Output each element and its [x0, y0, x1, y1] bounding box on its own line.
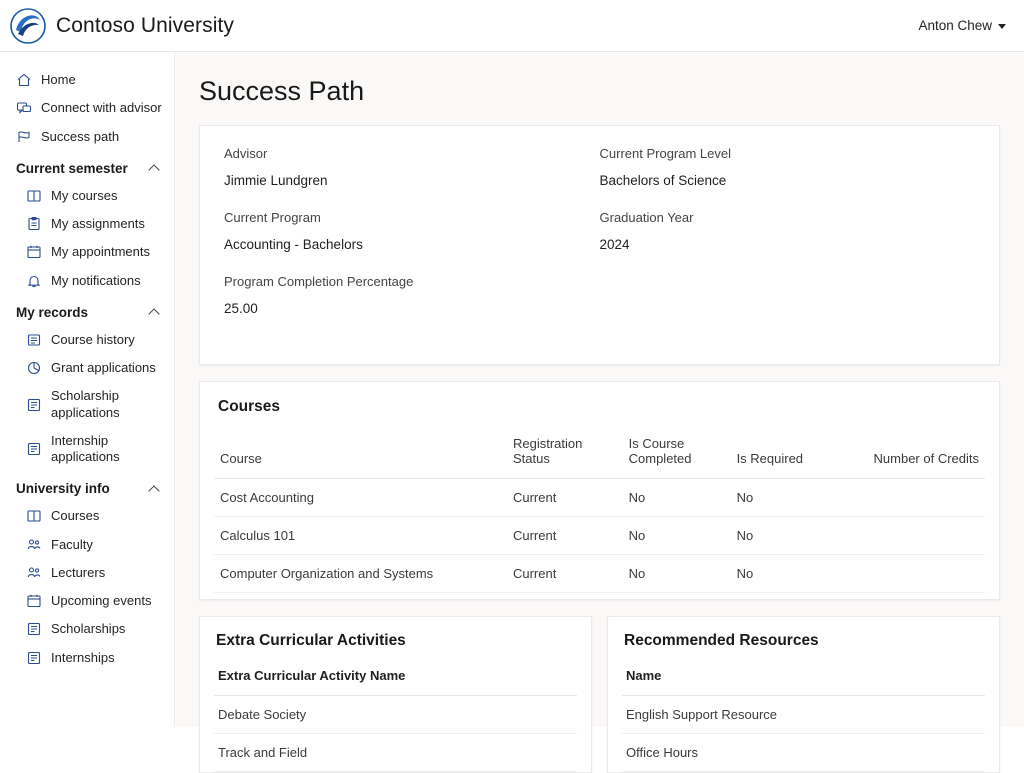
- courses-title: Courses: [218, 398, 281, 415]
- form-icon: [26, 621, 42, 637]
- sidebar: [0, 52, 175, 727]
- home-icon: [16, 72, 32, 88]
- brand-title: Contoso University: [56, 13, 235, 37]
- sidebar-item-label: Home: [41, 72, 76, 87]
- cell-course: Cost Accounting: [214, 479, 507, 517]
- field-graduation-year: [600, 210, 976, 252]
- chevron-up-icon: [150, 484, 160, 494]
- people-icon: [26, 537, 42, 553]
- sidebar-item-label: Scholarships: [51, 621, 126, 637]
- user-name: Anton Chew: [918, 18, 992, 33]
- clipboard-icon: [26, 216, 42, 232]
- column-course[interactable]: Course: [214, 430, 507, 479]
- sidebar-item-internship-applications[interactable]: [0, 427, 174, 472]
- sidebar-group-current-semester[interactable]: [0, 151, 174, 182]
- people-icon: [26, 565, 42, 581]
- cell-course: Calculus 101: [214, 517, 507, 555]
- sidebar-group-label: My records: [16, 304, 89, 320]
- sidebar-group-my-records[interactable]: [0, 295, 174, 326]
- table-row[interactable]: [214, 734, 577, 772]
- recommended-resources-title: Recommended Resources: [624, 632, 819, 649]
- form-icon: [26, 650, 42, 666]
- sidebar-group-label: Current semester: [16, 160, 128, 176]
- table-row[interactable]: [214, 555, 985, 593]
- field-label: Advisor: [224, 146, 268, 161]
- field-value: 25.00: [224, 301, 258, 316]
- history-list-icon: [26, 332, 42, 348]
- column-number-of-credits[interactable]: Number of Credits: [846, 430, 985, 479]
- book-icon: [26, 508, 42, 524]
- field-label: Graduation Year: [599, 210, 694, 225]
- courses-table: [214, 430, 985, 593]
- sidebar-item-label: Course history: [51, 331, 135, 347]
- column-extra-curricular-activity-name[interactable]: Extra Curricular Activity Name: [214, 664, 577, 696]
- sidebar-item-label: My courses: [51, 187, 118, 203]
- courses-card: [199, 381, 1000, 600]
- field-value: 2024: [599, 237, 630, 252]
- sidebar-item-label: Scholarship applications: [51, 388, 120, 420]
- field-label: Current Program Level: [599, 146, 731, 161]
- cell-resource-name: Office Hours: [622, 734, 985, 772]
- sidebar-item-label: Faculty: [51, 536, 93, 552]
- column-is-required[interactable]: Is Required: [731, 430, 847, 479]
- success-path-summary-card: [199, 125, 1000, 365]
- cell-activity-name: Track and Field: [214, 734, 577, 772]
- caret-down-icon: [998, 24, 1006, 29]
- sidebar-item-home[interactable]: [0, 66, 174, 94]
- sidebar-group-label: University info: [16, 481, 110, 497]
- calendar-icon: [26, 244, 42, 260]
- cell-is-course-completed: No: [623, 517, 731, 555]
- cell-number-of-credits: [846, 555, 985, 593]
- sidebar-item-label: Lecturers: [51, 564, 106, 580]
- cell-registration-status: Current: [507, 555, 623, 593]
- sidebar-item-label: Connect with advisor: [41, 100, 162, 116]
- field-value: Bachelors of Science: [599, 173, 727, 188]
- table-header-row: [622, 664, 985, 696]
- sidebar-item-faculty[interactable]: [0, 531, 174, 559]
- field-value: Accounting - Bachelors: [224, 237, 363, 252]
- extra-curricular-title: Extra Curricular Activities: [216, 632, 406, 649]
- cell-is-course-completed: No: [623, 479, 731, 517]
- chevron-up-icon: [150, 307, 160, 317]
- chevron-up-icon: [150, 163, 160, 173]
- cell-resource-name: English Support Resource: [622, 696, 985, 734]
- page-title: Success Path: [199, 76, 365, 106]
- cell-is-required: No: [731, 479, 847, 517]
- cell-number-of-credits: [846, 517, 985, 555]
- sidebar-item-upcoming-events[interactable]: [0, 587, 174, 615]
- sidebar-item-scholarship-applications[interactable]: [0, 382, 174, 427]
- cell-is-required: No: [731, 555, 847, 593]
- sidebar-item-connect-with-advisor[interactable]: [0, 94, 174, 122]
- table-row[interactable]: [622, 696, 985, 734]
- bell-icon: [26, 273, 42, 289]
- brand[interactable]: [10, 8, 234, 44]
- sidebar-item-course-history[interactable]: [0, 326, 174, 354]
- field-label: Current Program: [224, 210, 321, 225]
- sidebar-item-my-assignments[interactable]: [0, 210, 174, 238]
- extra-curricular-table: [214, 664, 577, 772]
- sidebar-item-my-courses[interactable]: [0, 182, 174, 210]
- recommended-resources-card: [607, 616, 1000, 773]
- field-label: Program Completion Percentage: [224, 274, 414, 289]
- chat-advisor-icon: [16, 100, 32, 116]
- table-row[interactable]: [214, 696, 577, 734]
- sidebar-item-scholarships[interactable]: [0, 615, 174, 643]
- sidebar-item-success-path[interactable]: [0, 123, 174, 151]
- sidebar-item-internships[interactable]: [0, 644, 174, 672]
- sidebar-item-label: My notifications: [51, 272, 141, 288]
- table-row[interactable]: [214, 479, 985, 517]
- extra-curricular-activities-card: [199, 616, 592, 773]
- user-menu-button[interactable]: [918, 18, 1006, 33]
- form-icon: [26, 397, 42, 413]
- sidebar-group-university-info[interactable]: [0, 471, 174, 502]
- pie-chart-icon: [26, 360, 42, 376]
- calendar-icon: [26, 593, 42, 609]
- sidebar-item-grant-applications[interactable]: [0, 354, 174, 382]
- sidebar-item-my-notifications[interactable]: [0, 267, 174, 295]
- sidebar-item-label: Internships: [51, 649, 115, 665]
- column-is-course-completed[interactable]: Is Course Completed: [623, 430, 731, 479]
- sidebar-item-label: Courses: [51, 508, 100, 524]
- column-name[interactable]: Name: [622, 664, 985, 696]
- recommended-resources-table: [622, 664, 985, 772]
- sidebar-item-label: Upcoming events: [51, 593, 152, 608]
- summary-left-column: [224, 146, 600, 338]
- table-row[interactable]: [622, 734, 985, 772]
- table-header-row: [214, 664, 577, 696]
- sidebar-item-label: Grant applications: [51, 360, 156, 375]
- sidebar-item-label: Success path: [41, 128, 120, 144]
- field-value: Jimmie Lundgren: [224, 173, 328, 188]
- field-program-completion-percentage: [224, 274, 600, 316]
- sidebar-item-lecturers[interactable]: [0, 559, 174, 587]
- contoso-swoosh-logo-icon: [10, 8, 46, 44]
- app-header: [0, 0, 1024, 52]
- form-icon: [26, 441, 42, 457]
- table-header-row: [214, 430, 985, 479]
- cell-is-course-completed: No: [623, 555, 731, 593]
- sidebar-item-label: My assignments: [51, 216, 145, 231]
- sidebar-item-courses[interactable]: [0, 502, 174, 530]
- column-registration-status[interactable]: Registration Status: [507, 430, 623, 479]
- field-current-program-level: [600, 146, 976, 188]
- field-current-program: [224, 210, 600, 252]
- sidebar-item-my-appointments[interactable]: [0, 238, 174, 266]
- cell-is-required: No: [731, 517, 847, 555]
- table-row[interactable]: [214, 517, 985, 555]
- sidebar-item-label: My appointments: [51, 244, 150, 260]
- cell-course: Computer Organization and Systems: [214, 555, 507, 593]
- path-flag-icon: [16, 129, 32, 145]
- summary-right-column: [600, 146, 976, 338]
- cell-registration-status: Current: [507, 517, 623, 555]
- cell-activity-name: Debate Society: [214, 696, 577, 734]
- field-advisor: [224, 146, 600, 188]
- main-content: [175, 52, 1024, 760]
- cell-number-of-credits: [846, 479, 985, 517]
- sidebar-item-label: Internship applications: [51, 432, 120, 464]
- cell-registration-status: Current: [507, 479, 623, 517]
- book-icon: [26, 188, 42, 204]
